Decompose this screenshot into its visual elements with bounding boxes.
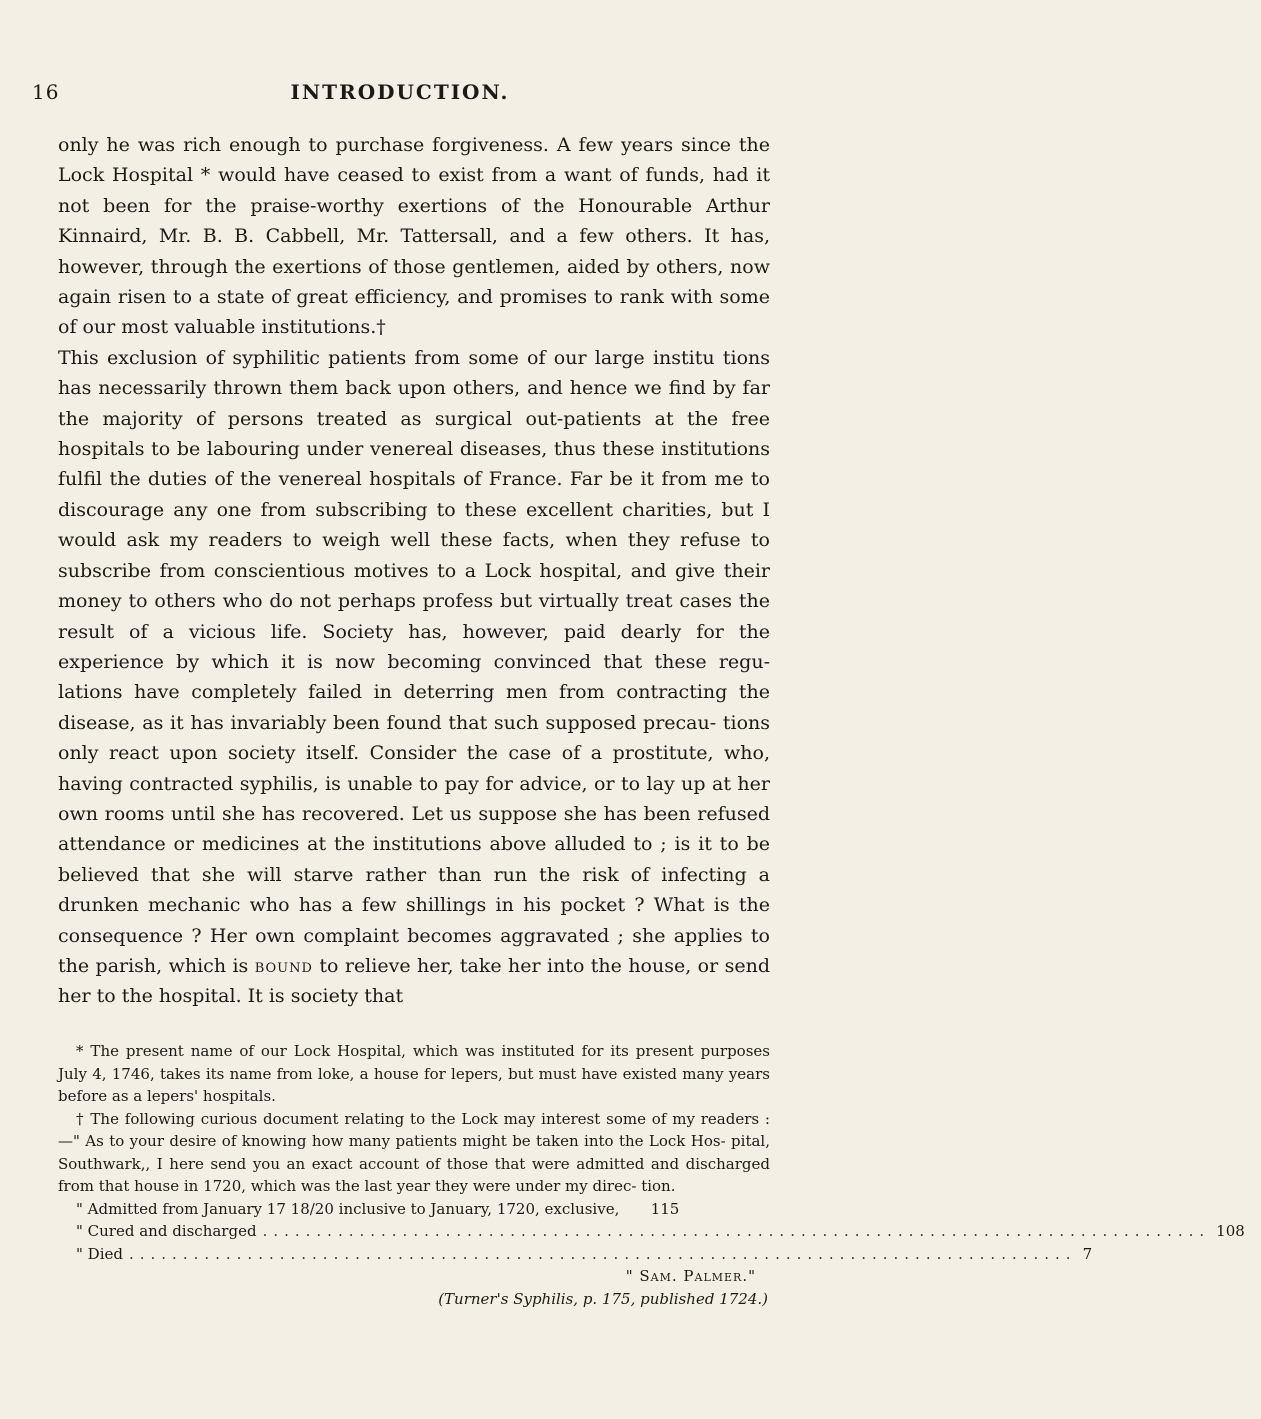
tally-value: 7 [1082, 1244, 1093, 1263]
paragraph-2-part-b: to relieve her, take her into the house, or send her to the hospital. It is society that [58, 954, 770, 1008]
running-head: INTRODUCTION. [290, 80, 510, 104]
paragraph-1: only he was rich enough to purchase forgiveness. A few years since the Lock Hospital * would have ceased to exist from a want of funds, had it not been for the praise-worthy exertions of the Honourable Arthur Kinnaird, Mr. B. B. Cabbell, Mr. Tattersall, and a few others. It has, however, through the exertions of those gentlemen, aided by others, now again risen to a state of great efficiency, and promises to rank with some of our most valuable institutions.† [58, 134, 770, 339]
tally-row [76, 1198, 770, 1221]
footnote-2: † The following curious document relating to the Lock may interest some of my readers : —" As to your desire of knowing how many patients might be taken into the Lock Hos- pital, Southwark,, I here send you an exact account of those that were admitted and discharged from that house in 1720, which was the last year they were under my direc- tion. [58, 1109, 770, 1195]
tally-label: " Cured and discharged [76, 1222, 257, 1240]
tally-label: " Died [76, 1244, 123, 1263]
footnotes [58, 1040, 1245, 1310]
source-citation: (Turner's Syphilis, p. 175, published 1724.) [438, 1289, 768, 1308]
tally-row [76, 1243, 1093, 1266]
footnote-1: * The present name of our Lock Hospital, which was instituted for its present purposes July 4, 1746, takes its name from loke, a house for lepers, but must have existed many years before as a lepers' hospitals. [58, 1042, 770, 1105]
tally-row [76, 1220, 1245, 1243]
small-caps-word: bound [254, 954, 313, 977]
tally-value: 115 [650, 1199, 680, 1218]
patient-tally [76, 1198, 1245, 1266]
tally-value: 108 [1216, 1222, 1245, 1240]
tally-label: " Admitted from January 17 18/20 inclusive to January, 1720, exclusive, [76, 1199, 620, 1218]
signature: " Sam. Palmer." [625, 1267, 756, 1285]
leader-dots: ........................................................................................ [128, 1244, 1077, 1263]
leader-dots: ........................................................................................ [262, 1222, 1211, 1240]
page-number: 16 [32, 80, 60, 104]
paragraph-2-part-a: This exclusion of syphilitic patients from some of our large institu tions has necessarily thrown them back upon others, and hence we find by far the majority of persons treated as surgical out-patients at the free hospitals to be labouring under venereal diseases, thus these institutions fulfil the duties of the venereal hospitals of France. Far be it from me to discourage any one from subscribing to these excellent charities, but I would ask my readers to weigh well these facts, when they refuse to subscribe from conscientious motives to a Lock hospital, and give their money to others who do not perhaps profess but virtually treat cases the result of a vicious life. Society has, however, paid dearly for the experience by which it is now becoming convinced that these regu- lations have completely failed in deterring men from contracting the disease, as it has invariably been found that such supposed precau- tions only react upon society itself. Consider the case of a prostitute, who, having contracted syphilis, is unable to pay for advice, or to lay up at her own rooms until she has recovered. Let us suppose she has been refused attendance or medicines at the institutions above alluded to ; is it to be believed that she will starve rather than run the risk of infecting a drunken mechanic who has a few shillings in his pocket ? What is the consequence ? Her own complaint becomes aggravated ; she applies to the parish, which is [58, 346, 770, 977]
paragraph-2 [58, 343, 770, 1012]
body-text [58, 130, 770, 1012]
